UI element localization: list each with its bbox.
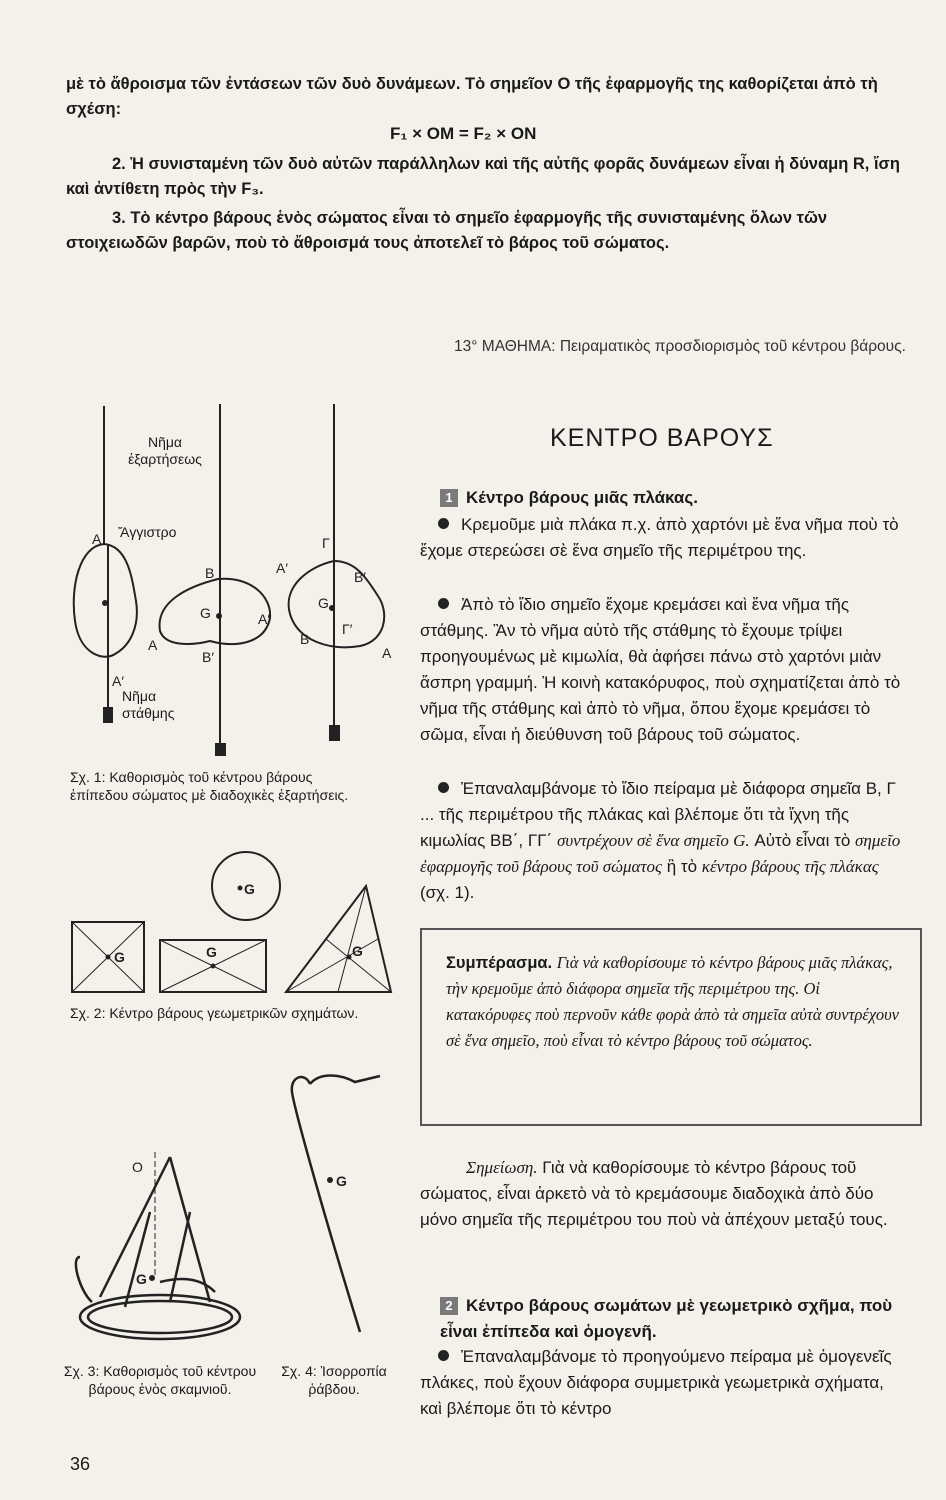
bullet-3-text-e: ἢ τὸ (666, 857, 698, 876)
label-O: O (132, 1159, 143, 1175)
top-paragraph: μὲ τὸ ἄθροισμα τῶν ἐντάσεων τῶν δυὸ δυνάμεων. Τὸ σημεῖον Ο τῆς ἐφαρμογῆς της καθορίζεται ἀπὸ τὴ σχέση: (66, 75, 878, 118)
stool-leg-a (100, 1157, 170, 1297)
label-G-rect: G (206, 944, 217, 960)
figure-3-4-diagram (60, 1062, 400, 1362)
conclusion-body: Γιὰ νὰ καθορίσουμε τὸ κέντρο βάρους μιᾶς πλάκας, τὴν κρεμοῦμε ἀπὸ διάφορα σημεῖα τῆς περιμέτρου της. Οἱ κατακόρυφες ποὺ περνοῦν κάθε φορὰ ἀπὸ τὰ σημεῖα αὐτὰ συντρέχουν σὲ ἕνα σημεῖο, ποὺ εἶναι τὸ κέντρο βάρους τοῦ σώματος. (446, 953, 899, 1050)
conclusion-text (446, 950, 906, 1054)
formula: F₁ × OM = F₂ × ON (390, 124, 537, 143)
label-G-stool: G (136, 1271, 147, 1287)
section-number-badge: 1 (440, 489, 458, 507)
figure-2-diagram (66, 850, 398, 998)
triangle-shape (286, 886, 391, 992)
bullet-3-text-a: Ἐπαναλαμβάνομε τὸ ἴδιο πείραμα μὲ διάφορα σημεῖα Β, Γ ... τῆς περιμέτρου τῆς πλάκας καὶ βλέπομε ὅτι τὰ ἴχνη τῆς κιμωλίας ΒΒ΄, ΓΓ΄ (420, 779, 896, 850)
bullet-icon (438, 518, 449, 529)
bullet-3-text-f: κέντρο βάρους τῆς πλάκας (701, 857, 879, 876)
bullet-3-text-d: σημεῖο ἐφαρμογῆς τοῦ βάρους τοῦ σώματος (420, 831, 901, 876)
figure-3-caption: Σχ. 3: Καθορισμὸς τοῦ κέντρου βάρους ἑνὸς σκαμνιοῦ. (63, 1363, 257, 1397)
label-A: A (92, 531, 102, 547)
figure-2-caption: Σχ. 2: Κέντρο βάρους γεωμετρικῶν σχημάτων. (70, 1005, 359, 1021)
label-Gamma-prime: Γ′ (342, 621, 353, 637)
plate-2 (160, 579, 271, 644)
bullet-1-text: Κρεμοῦμε μιὰ πλάκα π.χ. ἀπὸ χαρτόνι μὲ ἕνα νῆμα ποὺ τὸ ἔχομε στερεώσει σὲ ἕνα σημεῖο τῆς περιμέτρου της. (420, 515, 899, 560)
label-G-rod: G (336, 1173, 347, 1189)
page-title: ΚΕΝΤΡΟ ΒΑΡΟΥΣ (550, 424, 774, 452)
item-3: 3. Τὸ κέντρο βάρους ἑνὸς σώματος εἶναι τὸ σημεῖο ἐφαρμογῆς τῆς συνισταμένης ὅλων τῶν στοιχειωδῶν βαρῶν, ποὺ τὸ ἄθροισμά τους ἀποτελεῖ τὸ βάρος τοῦ σώματος. (66, 209, 828, 252)
label-G3: G (318, 595, 329, 611)
label-A-prime3: A′ (276, 560, 288, 576)
bullet-icon (438, 782, 449, 793)
label-A3: A (382, 645, 392, 661)
section-1-bullet-1 (420, 512, 910, 564)
section-2-title-text: Κέντρο βάρους σωμάτων μὲ γεωμετρικὸ σχῆμα, ποὺ εἶναι ἐπίπεδα καὶ ὁμογενῆ. (440, 1296, 893, 1341)
label-B-prime3: B′ (354, 569, 366, 585)
lesson-title: 13° ΜΑΘΗΜΑ: Πειραματικὸς προσδιορισμὸς τοῦ κέντρου βάρους. (454, 338, 906, 355)
section-1-title-text: Κέντρο βάρους μιᾶς πλάκας. (466, 488, 698, 507)
figure-4-caption: Σχ. 4: Ἰσορροπία ῥάβδου. (281, 1363, 387, 1397)
label-B: B (205, 565, 215, 581)
bullet-3-text-g: (σχ. 1). (420, 883, 475, 902)
plumb-label: Νῆμα στάθμης (122, 688, 175, 721)
bullet-2-text: Ἀπὸ τὸ ἴδιο σημεῖο ἔχομε κρεμάσει καὶ ἕνα νῆμα τῆς στάθμης. Ἂν τὸ νῆμα αὐτὸ τῆς στάθμης τὸ ἔχουμε τρίψει προηγουμένως μὲ κιμωλία, θὰ ἀφήσει πάνω στὸ χαρτόνι μιὰν ἄσπρη γραμμή. Ἡ κοινὴ κατακόρυφος, ποὺ σχηματίζεται ἀπὸ τὸ νῆμα τῆς στάθμης καὶ ἀπὸ τὸ νῆμα, ὅπου ἔχομε κρεμάσει τὸ σῶμα, εἶναι ἡ διεύθυνση τοῦ βάρους τοῦ σώματος. (420, 595, 901, 744)
item-2: 2. Ἡ συνισταμένη τῶν δυὸ αὐτῶν παράλληλων καὶ τῆς αὐτῆς φορᾶς δυνάμεων εἶναι ἡ δύναμη R, ἴση καὶ ἀντίθετη πρὸς τὴν F₃. (66, 155, 900, 198)
bullet-icon (438, 598, 449, 609)
section-1-title (440, 488, 698, 508)
label-A-prime2: A′ (258, 611, 270, 627)
page-number: 36 (70, 1454, 91, 1474)
label-B-prime: B′ (202, 649, 214, 665)
plumb-bob-1 (104, 708, 112, 722)
figure-1-caption: Σχ. 1: Καθορισμὸς τοῦ κέντρου βάρους ἐπίπεδου σώματος μὲ διαδοχικὲς ἐξαρτήσεις. (70, 769, 349, 803)
section-1-bullet-2 (420, 592, 910, 748)
label-A2: A (148, 637, 158, 653)
label-Gamma: Γ (322, 535, 330, 551)
thread-label: Νῆμα ἐξαρτήσεως (128, 434, 202, 467)
section-1-bullet-3 (420, 776, 910, 906)
note-text: Γιὰ νὰ καθορίσουμε τὸ κέντρο βάρους τοῦ σώματος, εἶναι ἀρκετὸ νὰ τὸ κρεμάσουμε διαδοχικὰ ἀπὸ δύο μόνο σημεῖα τῆς περιμέτρου του ποὺ νὰ ἀπέχουν μεταξύ τους. (420, 1158, 888, 1229)
hook-label: Ἄγγιστρο (118, 524, 177, 540)
label-G-square: G (114, 949, 125, 965)
section-2-bullet-text: Ἐπαναλαμβάνομε τὸ προηγούμενο πείραμα μὲ ὁμογενεῖς πλάκες, ποὺ ἔχουν διάφορα συμμετρικὰ γεωμετρικὰ σχήματα, καὶ βλέπομε ὅτι τὸ κέντρο (420, 1347, 892, 1418)
hand (310, 1076, 380, 1085)
section-2-title (440, 1293, 920, 1345)
bullet-3-text-c: Αὐτὸ εἶναι τὸ (754, 831, 851, 850)
section-2-bullet-1 (420, 1344, 910, 1422)
conclusion-label: Συμπέρασμα. (446, 954, 553, 972)
label-G-triangle: G (352, 943, 363, 959)
section-number-badge: 2 (440, 1297, 458, 1315)
bullet-3-text-b: συντρέχουν σὲ ἕνα σημεῖο G. (556, 831, 750, 850)
label-G: G (200, 605, 211, 621)
bullet-icon (438, 1350, 449, 1361)
note-label: Σημείωση. (466, 1158, 538, 1177)
label-B3: B (300, 631, 310, 647)
note-paragraph (420, 1155, 910, 1233)
label-A-prime: A′ (112, 673, 124, 689)
rod (292, 1077, 360, 1332)
label-G-circle: G (244, 881, 255, 897)
stool-leg-1 (76, 1257, 92, 1302)
